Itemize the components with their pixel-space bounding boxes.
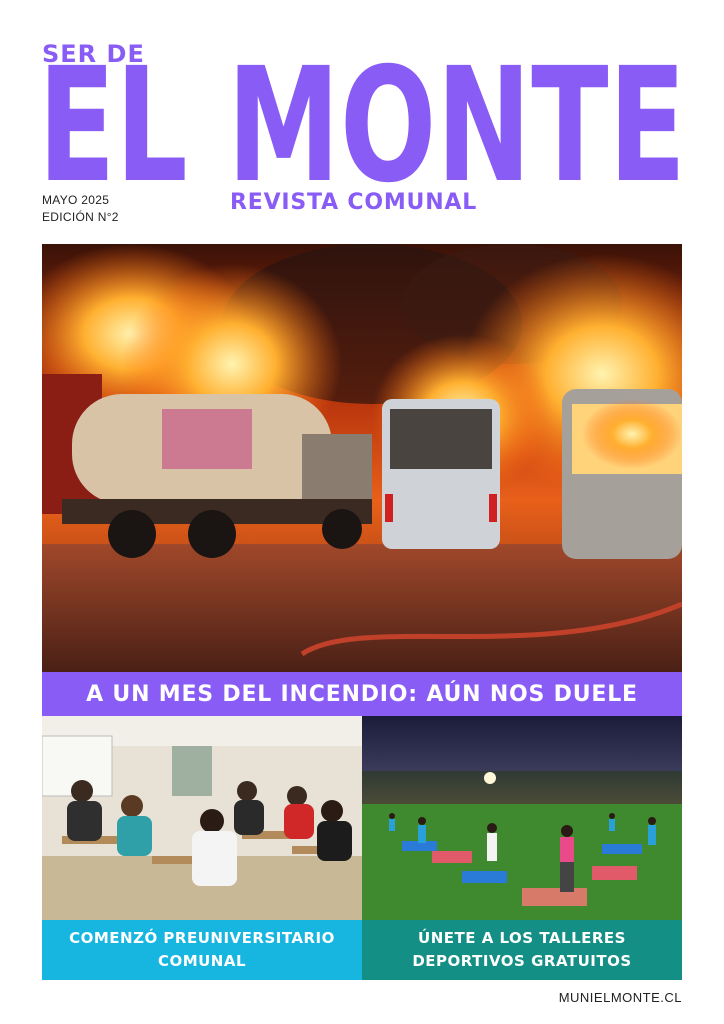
masthead-title-text: EL MONTE	[38, 60, 686, 186]
main-headline: A UN MES DEL INCENDIO: AÚN NOS DUELE	[86, 681, 638, 707]
preuniversity-banner	[42, 920, 362, 980]
website-link[interactable]: MUNIELMONTE.CL	[558, 990, 682, 1005]
issue-info	[42, 192, 119, 226]
preuniversity-headline-line1: COMENZÓ PREUNIVERSITARIO	[69, 929, 335, 947]
sports-headline-line1: ÚNETE A LOS TALLERES	[418, 929, 626, 947]
sports-headline-line2: DEPORTIVOS GRATUITOS	[412, 952, 632, 970]
magazine-subtitle: REVISTA COMUNAL	[230, 190, 478, 215]
masthead-top-line: SER DE	[42, 40, 145, 68]
classroom-photo	[42, 716, 362, 920]
sports-photo	[362, 716, 682, 920]
masthead-title	[38, 60, 686, 186]
fire-photo	[42, 244, 682, 672]
issue-date: MAYO 2025	[42, 193, 110, 207]
issue-edition: EDICIÓN N°2	[42, 210, 119, 224]
main-headline-banner	[42, 672, 682, 716]
preuniversity-headline-line2: COMUNAL	[157, 952, 247, 970]
sports-workshops-banner	[362, 920, 682, 980]
